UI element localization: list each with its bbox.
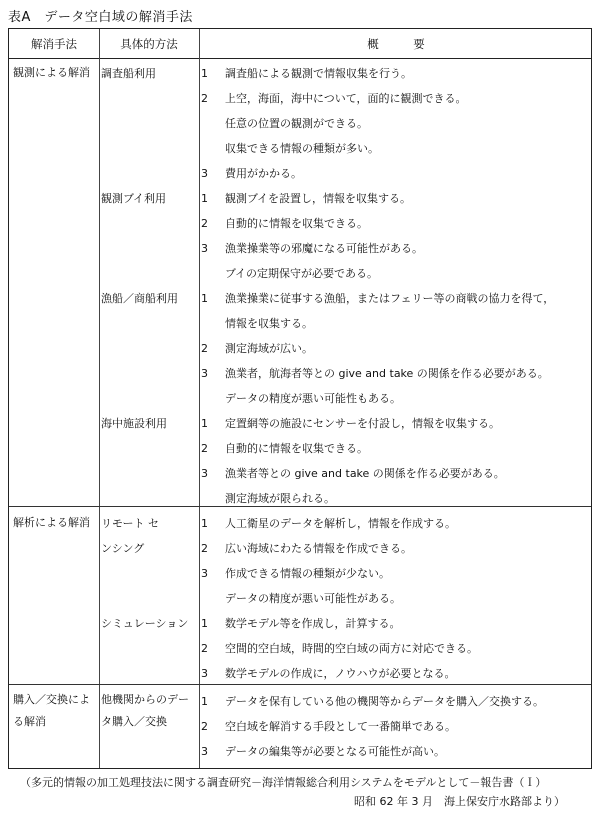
table-header — [9, 29, 591, 59]
column-divider — [199, 29, 200, 768]
header-overview: 概 要 — [367, 37, 425, 51]
method-analysis: 解析による解消 — [13, 516, 90, 529]
specific-buoy: 観測ブイ利用 — [101, 192, 167, 205]
specific-fishing-ship: 漁船／商船利用 — [101, 292, 178, 305]
method-purchase: 購入／交換による解消 — [13, 693, 90, 728]
header-specific: 具体的方法 — [120, 37, 178, 51]
footer-source-line2: 昭和 62 年 3 月 海上保安庁水路部より） — [354, 795, 565, 808]
specific-underwater: 海中施設利用 — [101, 417, 167, 430]
specific-remote-sensing: リモート センシング — [101, 517, 160, 555]
header-method: 解消手法 — [31, 37, 77, 51]
table-title: 表A データ空白域の解消手法 — [8, 10, 193, 25]
method-observation: 観測による解消 — [13, 66, 90, 79]
specific-other-agency: 他機関からのデータ購入／交換 — [101, 693, 189, 728]
method-table: 解消手法 具体的方法 概 要 観測による解消 調査船利用 観測ブイ利用 漁船／商船利用 海中施設利用 1 調査船による観測で情報収集を行う。 2 上空，海面，海中について，面的に観測できる。 任意の位置の観測ができる。 収集できる情報の種類が多い。 3 費用がかかる。 1 観測ブイを設置し，情報を収集する。 2 自動的に情報を収集できる。 3 漁業操業等の邪魔になる可能性がある。 ブイの定期保守が必要である。 1 漁業操業に従事する漁船，またはフェリー等の商戦の協力を得て， 情報を収集する。 2 測定海域が広い。 3 漁業者，航海者等との give and take の関係を作る必要がある。 データの精度が悪い可能性もある。 1 定置網等の施設にセンサーを付設し，情報を収集する。 2 自動的に情報を収集できる。 3 漁業者等との give and take の関係を作る必要がある。 測定海域が限られる。 解析による解消 リモート センシング シミュレーション 1 人工衛星のデータを解析し，情報を作成する。 2 広い海域にわたる情報を作成できる。 3 作成できる情報の種類が少ない。 データの精度が悪い可能性がある。 1 数学モデル等を作成し，計算する。 2 空間的空白域，時間的空白域の両方に対応できる。 3 数学モデルの作成に，ノウハウが必要となる。 購入／交換による解消 他機関からのデータ購入／交換 1 データを保有している他の機関等からデータを購入／交換する。 2 空白域を解消する手段として一番簡単である。 3 データの編集等が必要となる可能性が高い。 — [8, 28, 592, 769]
column-divider — [99, 29, 100, 768]
specific-simulation: シミュレーション — [101, 617, 189, 630]
specific-survey-ship: 調査船利用 — [101, 67, 156, 80]
footer-source-line1: （多元的情報の加工処理技法に関する調査研究－海洋情報総合利用システムをモデルとして－報告書（Ｉ） — [20, 776, 547, 789]
